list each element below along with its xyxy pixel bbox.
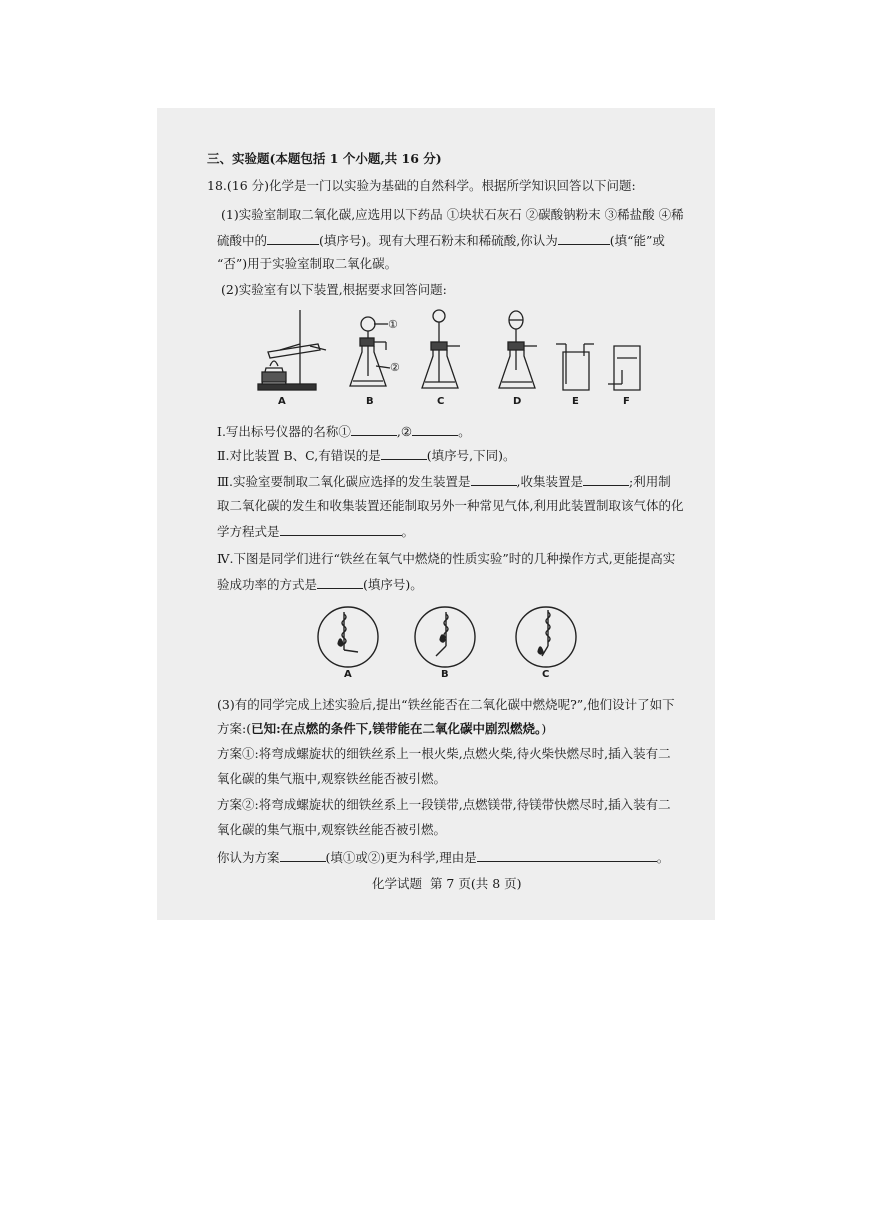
final-question: 你认为方案 (填①或②)更为科学,理由是 。 (217, 850, 670, 865)
plan2-line2: 氧化碳的集气瓶中,观察铁丝能否被引燃。 (217, 822, 446, 837)
page-footer: 化学试题 第 7 页(共 8 页) (372, 876, 522, 891)
subq-3-line2: 取二氧化碳的发生和收集装置还能制取另外一种常见气体,利用此装置制取该气体的化 (217, 498, 684, 513)
part2-intro: (2)实验室有以下装置,根据要求回答问题: (221, 282, 447, 297)
apparatus-label-d: D (513, 396, 522, 407)
section-title: 三、实验题(本题包括 1 个小题,共 16 分) (207, 151, 442, 166)
plan2-line1: 方案②:将弯成螺旋状的细铁丝系上一段镁带,点燃镁带,待镁带快燃尽时,插入装有二 (217, 797, 671, 812)
circle-option-b (415, 607, 475, 667)
part1-line1: (1)实验室制取二氧化碳,应选用以下药品 ①块状石灰石 ②碳酸钠粉末 ③稀盐酸 ④稀 (221, 207, 684, 222)
subq-2: Ⅱ.对比装置 B、C,有错误的是 (填序号,下同)。 (217, 448, 516, 463)
marker-2: ② (390, 361, 400, 374)
apparatus-label-e: E (572, 396, 579, 407)
part3-line1: (3)有的同学完成上述实验后,提出“铁丝能否在二氧化碳中燃烧呢?”,他们设计了如下 (217, 697, 675, 712)
question-stem: 18.(16 分)化学是一门以实验为基础的自然科学。根据所学知识回答以下问题: (207, 178, 636, 193)
subq-4-line1: Ⅳ.下图是同学们进行“铁丝在氧气中燃烧的性质实验”时的几种操作方式,更能提高实 (217, 551, 676, 566)
plan1-line1: 方案①:将弯成螺旋状的细铁丝系上一根火柴,点燃火柴,待火柴快燃尽时,插入装有二 (217, 746, 671, 761)
circle-label-c: C (542, 669, 550, 680)
apparatus-label-c: C (437, 396, 445, 407)
circle-option-c (516, 607, 576, 667)
apparatus-label-f: F (623, 396, 630, 407)
subq-1: Ⅰ.写出标号仪器的名称① ,② 。 (217, 424, 471, 439)
marker-1: ① (388, 318, 398, 331)
part1-line2: 硫酸中的 (填序号)。现有大理石粉末和稀硫酸,你认为 (填“能”或 (217, 233, 665, 248)
plan1-line2: 氧化碳的集气瓶中,观察铁丝能否被引燃。 (217, 771, 446, 786)
circle-label-b: B (441, 669, 449, 680)
subq-3-line3: 学方程式是 。 (217, 524, 415, 539)
circle-option-a (318, 607, 378, 667)
part1-line3: “否”)用于实验室制取二氧化碳。 (217, 256, 398, 271)
answer-blank-10[interactable] (280, 849, 326, 862)
apparatus-label-a: A (278, 396, 286, 407)
answer-blank-11[interactable] (477, 849, 657, 862)
subq-3-line1: Ⅲ.实验室要制取二氧化碳应选择的发生装置是 ,收集装置是 ;利用制 (217, 474, 671, 489)
circle-label-a: A (344, 669, 352, 680)
apparatus-label-b: B (366, 396, 374, 407)
part3-line2: 方案:(已知:在点燃的条件下,镁带能在二氧化碳中剧烈燃烧。) (217, 721, 547, 736)
subq-4-line2: 验成功率的方式是 (填序号)。 (217, 577, 423, 592)
